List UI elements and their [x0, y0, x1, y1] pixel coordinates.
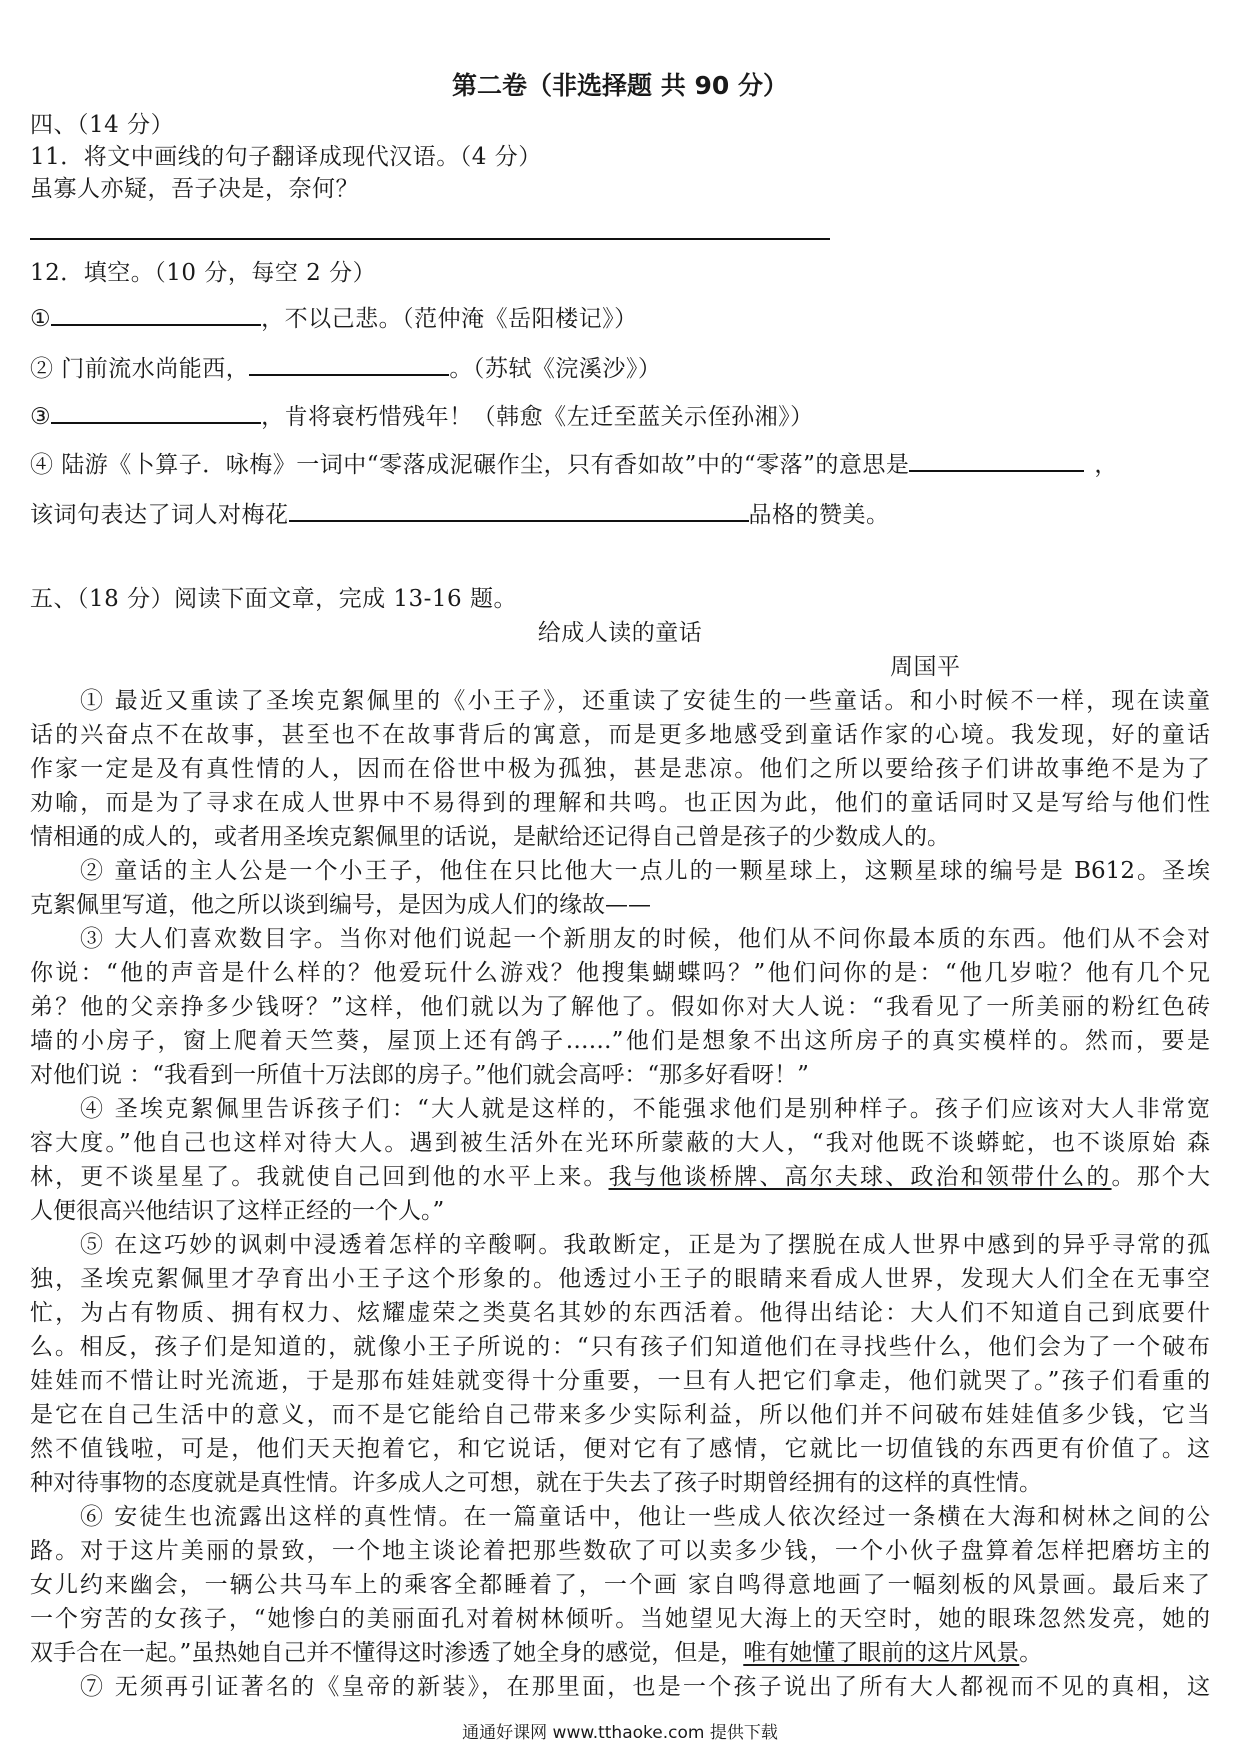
body-line: 独，圣埃克絮佩里才孕育出小王子这个形象的。他透过小王子的眼睛来看成人世界，发现大人们全在无事空: [30, 1266, 1210, 1292]
fill-blank-2: [30, 350, 661, 383]
body-line: 是它在自己生活中的意义，而不是它能给自己带来多少实际利益，所以他们并不问破布娃娃值多少钱，它当: [30, 1402, 1210, 1428]
body-line: 话的兴奋点不在故事，甚至也不在故事背后的寓意，而是更多地感受到童话作家的心境。我发现，好的童话: [30, 722, 1210, 748]
body-line: ⑤ 在这巧妙的讽刺中浸透着怎样的辛酸啊。我敢断定，正是为了摆脱在成人世界中感到的异乎寻常的孤: [80, 1232, 1210, 1258]
fill-blank-2-suffix: 。（苏轼《浣溪沙》）: [449, 356, 662, 382]
blank-5[interactable]: [289, 496, 749, 522]
body-line: 墙的小房子，窗上爬着天竺葵，屋顶上还有鸽子……”他们是想象不出这所房子的真实模样的。然而，要是: [30, 1028, 1210, 1054]
blank-3[interactable]: [51, 398, 261, 424]
body-line: 克絮佩里写道，他之所以谈到编号，是因为成人们的缘故——: [30, 892, 651, 918]
blank-2[interactable]: [249, 350, 449, 376]
body-line: ① 最近又重读了圣埃克絮佩里的《小王子》，还重读了安徒生的一些童话。和小时候不一样，现在读童: [80, 688, 1210, 714]
body-line: 种对待事物的态度就是真性情。许多成人之可想，就在于失去了孩子时期曾经拥有的这样的真性情。: [30, 1470, 1042, 1496]
fill-blank-3: [30, 398, 814, 431]
page-footer: 通通好课网 www.tthaoke.com 提供下载: [462, 1723, 778, 1743]
question-11-sentence: 虽寡人亦疑，吾子决是，奈何？: [30, 176, 359, 202]
body-line: 一个穷苦的女孩子，“她惨白的美丽面孔对着树林倾听。当她望见大海上的天空时，她的眼珠忽然发亮，她的: [30, 1606, 1210, 1632]
question-12: 12．填空。（10 分，每空 2 分）: [30, 260, 377, 286]
fill-blank-4b-text: 该词句表达了词人对梅花: [30, 502, 289, 528]
underlined-sentence: 唯有她懂了眼前的这片风景: [743, 1640, 1020, 1666]
section5-header: 五、（18 分）阅读下面文章，完成 13-16 题。: [30, 586, 518, 612]
section-title: 第二卷（非选择题 共 90 分）: [452, 71, 788, 100]
answer-line-11[interactable]: [30, 238, 830, 240]
body-line: 情相通的成人的，或者用圣埃克絮佩里的话说，是献给还记得自己曾是孩子的少数成人的。: [30, 824, 950, 850]
section4-header: 四、（14 分）: [30, 112, 175, 138]
question-11: 11．将文中画线的句子翻译成现代汉语。（4 分）: [30, 144, 542, 170]
body-line: 劝喻，而是为了寻求在成人世界中不易得到的理解和共鸣。也正因为此，他们的童话同时又是写给与他们性: [30, 790, 1210, 816]
underlined-sentence: 我与他谈桥牌、高尔夫球、政治和领带什么的: [608, 1164, 1112, 1190]
body-line: 女儿约来幽会，一辆公共马车上的乘客全都睡着了，一个画 家自鸣得意地画了一幅刻板的风景画。最后来了: [30, 1572, 1210, 1598]
body-line: ⑦ 无须再引证著名的《皇帝的新装》，在那里面，也是一个孩子说出了所有大人都视而不见的真相，这: [80, 1674, 1210, 1700]
body-line: [30, 1158, 1210, 1191]
body-line-part: 。: [1019, 1640, 1043, 1666]
body-line: 然不值钱啦，可是，他们天天抱着它，和它说话，便对它有了感情，它就比一切值钱的东西更有价值了。这: [30, 1436, 1210, 1462]
fill-blank-1: [30, 300, 638, 333]
article-author: 周国平: [890, 654, 961, 680]
body-line: ② 童话的主人公是一个小王子，他住在只比他大一点儿的一颗星球上，这颗星球的编号是 B612。圣埃: [80, 858, 1210, 884]
body-line-part: 林，更不谈星星了。我就使自己回到他的水平上来。: [30, 1164, 609, 1190]
body-line: ④ 圣埃克絮佩里告诉孩子们：“大人就是这样的，不能强求他们是别种样子。孩子们应该对大人非常宽: [80, 1096, 1210, 1122]
body-line: 弟？他的父亲挣多少钱呀？”这样，他们就以为了解他了。假如你对大人说：“我看见了一所美丽的粉红色砖: [30, 994, 1210, 1020]
body-line: [30, 1634, 1210, 1667]
fill-blank-4b: [30, 496, 890, 529]
fill-blank-2-prefix: ② 门前流水尚能西，: [30, 356, 250, 382]
body-line: 么。相反，孩子们是知道的，就像小王子所说的：“只有孩子们知道他们在寻找些什么，他们会为了一个破布: [30, 1334, 1210, 1360]
fill-blank-3-prefix: ③: [30, 404, 52, 430]
body-line: ③ 大人们喜欢数目字。当你对他们说起一个新朋友的时候，他们从不问你最本质的东西。他们从不会对: [80, 926, 1210, 952]
body-line: 容大度。”他自己也这样对待大人。遇到被生活外在光环所蒙蔽的大人，“我对他既不谈蟒蛇，也不谈原始 森: [30, 1130, 1210, 1156]
body-line: 忙，为占有物质、拥有权力、炫耀虚荣之类莫名其妙的东西活着。他得出结论：大人们不知道自己到底要什: [30, 1300, 1210, 1326]
fill-blank-1-suffix: ，不以己悲。（范仲淹《岳阳楼记》）: [261, 306, 638, 332]
body-line: 人便很高兴他结识了这样正经的一个人。”: [30, 1198, 445, 1224]
fill-blank-4b-end: 品格的赞美。: [748, 502, 890, 528]
body-line: 你说：“他的声音是什么样的？他爱玩什么游戏？他搜集蝴蝶吗？”他们问你的是：“他几岁啦？他有几个兄: [30, 960, 1210, 986]
blank-4[interactable]: [909, 446, 1084, 472]
fill-blank-1-prefix: ①: [30, 306, 52, 332]
body-line: 对他们说 ：“我看到一所值十万法郎的房子。”他们就会高呼：“那多好看呀！”: [30, 1062, 809, 1088]
article-title: 给成人读的童话: [537, 620, 703, 646]
fill-blank-4a-text: ④ 陆游《卜算子．咏梅》一词中“零落成泥碾作尘，只有香如故”中的“零落”的意思是: [30, 452, 910, 478]
body-line: 路。对于这片美丽的景致，一个地主谈论着把那些数砍了可以卖多少钱，一个小伙子盘算着怎样把磨坊主的: [30, 1538, 1210, 1564]
body-line: ⑥ 安徒生也流露出这样的真性情。在一篇童话中，他让一些成人依次经过一条横在大海和树林之间的公: [80, 1504, 1210, 1530]
body-line: 娃娃而不惜让时光流逝，于是那布娃娃就变得十分重要，一旦有人把它们拿走，他们就哭了。”孩子们看重的: [30, 1368, 1210, 1394]
fill-blank-4a-end: ，: [1094, 452, 1118, 478]
fill-blank-4a: [30, 446, 1118, 479]
body-line-part: 。那个大: [1111, 1164, 1210, 1190]
blank-1[interactable]: [51, 300, 261, 326]
body-line: 作家一定是及有真性情的人，因而在俗世中极为孤独，甚是悲凉。他们之所以要给孩子们讲故事绝不是为了: [30, 756, 1210, 782]
body-line-part: 双手合在一起。”虽热她自己并不懂得这时渗透了她全身的感觉，但是，: [30, 1640, 744, 1666]
fill-blank-3-suffix: ，肯将衰朽惜残年！（韩愈《左迁至蓝关示侄孙湘》）: [261, 404, 814, 430]
